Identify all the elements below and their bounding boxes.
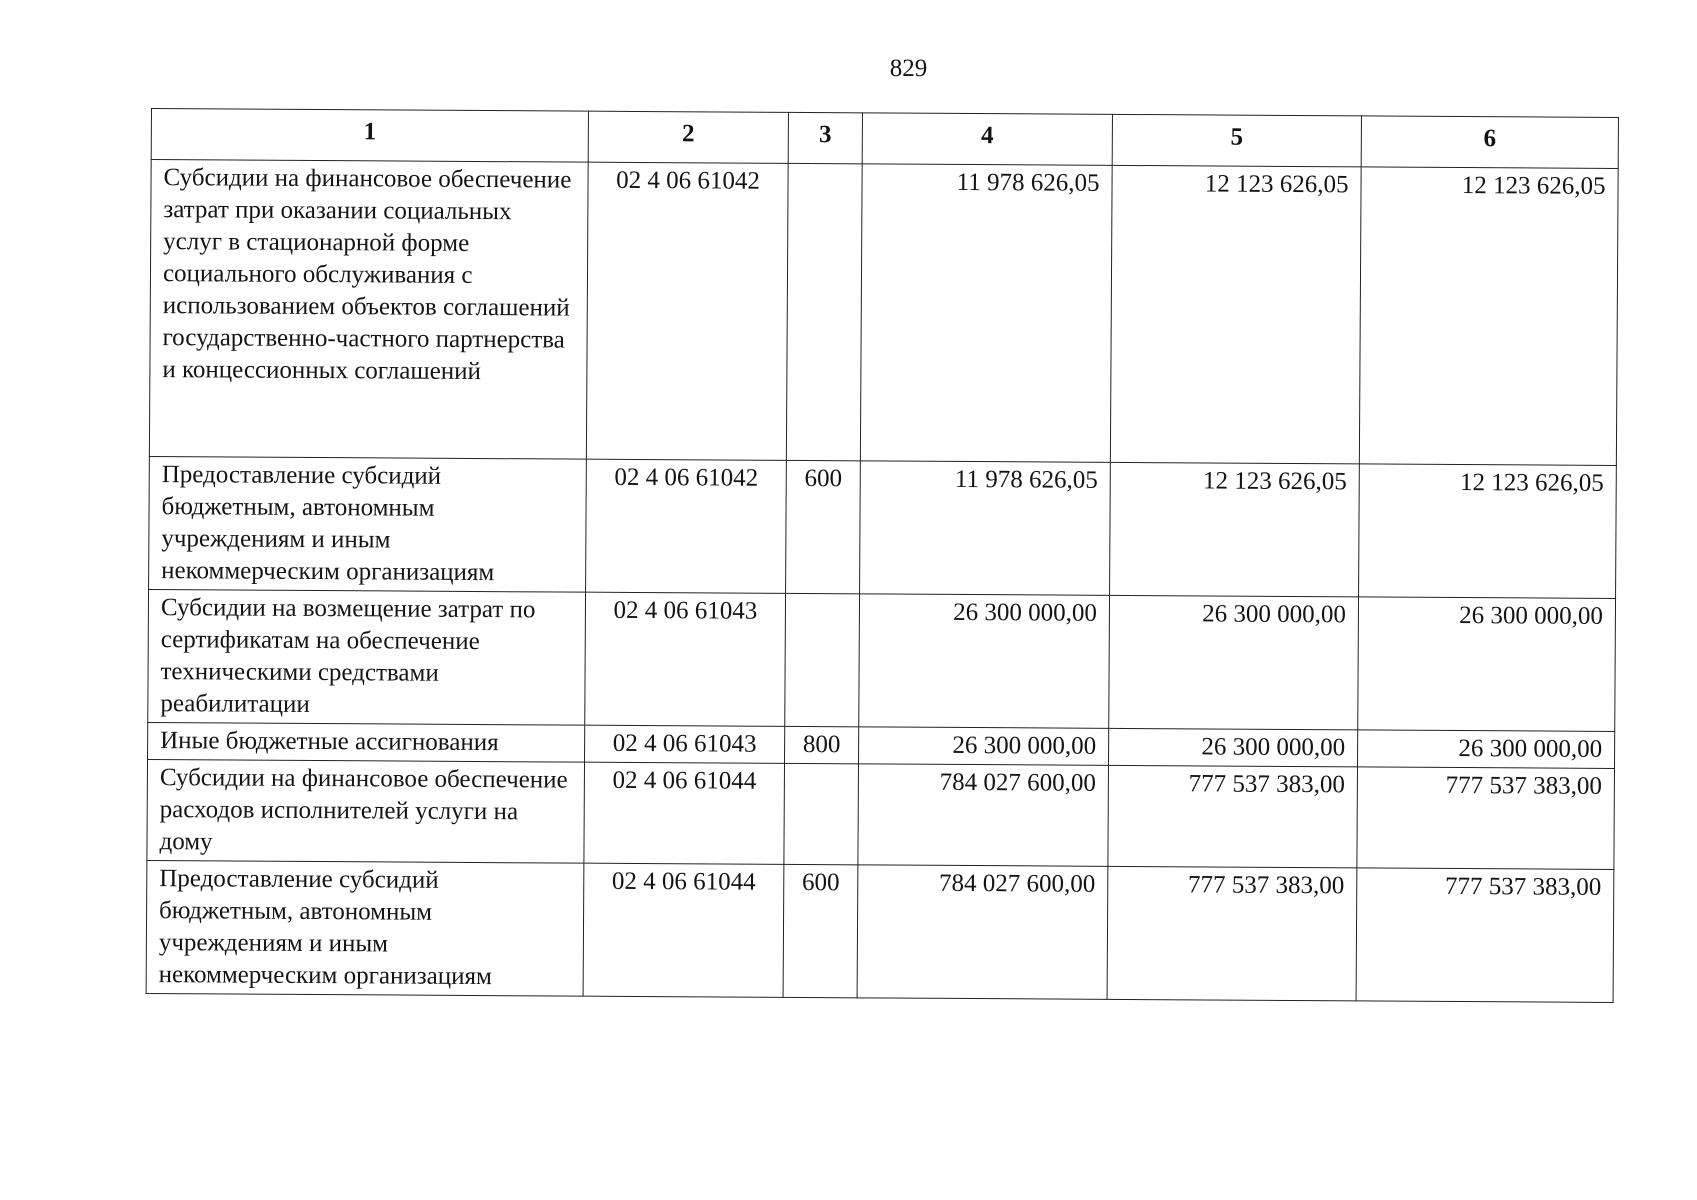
col-header-5: 5 <box>1112 114 1361 167</box>
row-value-6: 777 537 383,00 <box>1356 868 1614 1003</box>
row-name: Субсидии на финансовое обеспечение расходов исполнителей услуги на дому <box>147 759 585 863</box>
row-name: Субсидии на возмещение затрат по сертификатам на обеспечение техническими средствами реабилитации <box>148 589 586 725</box>
row-value-4: 11 978 626,05 <box>860 164 1112 463</box>
row-name: Иные бюджетные ассигнования <box>148 722 585 762</box>
row-value-5: 12 123 626,05 <box>1110 462 1360 597</box>
table-row <box>149 456 1617 598</box>
row-name: Предоставление субсидий бюджетным, автономным учреждениям и иным некоммерческим организациям <box>146 860 584 996</box>
table-row <box>149 160 1618 466</box>
budget-table <box>146 108 1619 1003</box>
row-code: 02 4 06 61044 <box>584 762 785 864</box>
col-header-3: 3 <box>788 112 862 163</box>
row-vr <box>785 593 860 726</box>
row-vr <box>784 763 859 864</box>
col-header-4: 4 <box>862 113 1112 166</box>
row-value-5: 26 300 000,00 <box>1109 728 1358 767</box>
row-value-5: 26 300 000,00 <box>1109 595 1359 730</box>
row-code: 02 4 06 61042 <box>586 162 788 460</box>
row-vr: 800 <box>785 726 859 763</box>
row-value-4: 784 027 600,00 <box>858 764 1109 867</box>
row-value-4: 26 300 000,00 <box>859 727 1109 766</box>
row-vr: 600 <box>786 460 861 593</box>
row-value-5: 777 537 383,00 <box>1107 866 1357 1001</box>
row-code: 02 4 06 61042 <box>586 459 787 593</box>
row-value-5: 12 123 626,05 <box>1110 165 1361 464</box>
row-code: 02 4 06 61044 <box>583 863 784 997</box>
row-value-4: 784 027 600,00 <box>857 865 1108 1000</box>
header-row <box>151 109 1618 169</box>
table-row <box>146 860 1614 1002</box>
table-row <box>147 759 1615 869</box>
col-header-2: 2 <box>588 111 788 163</box>
row-code: 02 4 06 61043 <box>585 592 786 726</box>
row-value-6: 26 300 000,00 <box>1357 730 1614 769</box>
row-name: Предоставление субсидий бюджетным, автономным учреждениям и иным некоммерческим организациям <box>149 456 587 592</box>
row-value-6: 26 300 000,00 <box>1358 597 1616 732</box>
row-value-6: 12 123 626,05 <box>1359 167 1618 466</box>
table-row <box>148 589 1616 731</box>
row-value-6: 12 123 626,05 <box>1359 464 1617 599</box>
row-code: 02 4 06 61043 <box>585 725 785 763</box>
row-value-6: 777 537 383,00 <box>1357 767 1615 870</box>
page-number: 829 <box>889 55 928 82</box>
row-value-4: 11 978 626,05 <box>860 461 1111 596</box>
row-name: Субсидии на финансовое обеспечение затрат при оказании социальных услуг в стационарной форме социального обслуживания с использованием объектов соглашений государственно-частного партнерства и концессионных соглашений <box>149 160 588 460</box>
row-vr <box>786 163 862 460</box>
col-header-6: 6 <box>1361 116 1618 169</box>
row-value-5: 777 537 383,00 <box>1108 765 1358 868</box>
row-value-4: 26 300 000,00 <box>859 594 1110 729</box>
row-vr: 600 <box>783 864 858 997</box>
col-header-1: 1 <box>151 109 588 163</box>
